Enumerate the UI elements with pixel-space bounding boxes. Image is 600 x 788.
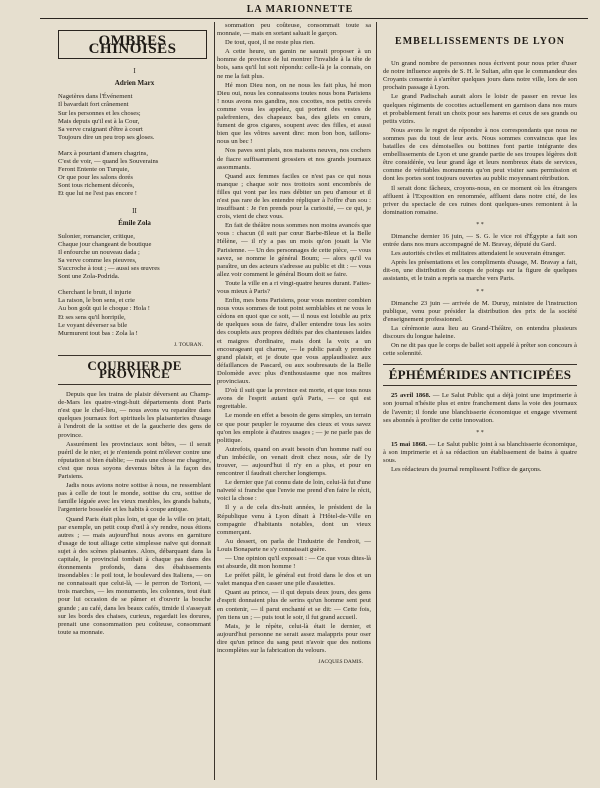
paragraph: Il y a de cela dix-huit années, le président de la République venu à Lyon dînait à l'Hôtel-de-Ville en compagnie d'habitants notables, dont un vieux commerçant.: [217, 504, 371, 536]
verse-line: C'est de voir, — quand les Souverains: [58, 158, 159, 166]
paragraph: sommation peu coûteuse, consommait toute sa monnaie, — mais en sortant saluait le garçon.: [217, 22, 371, 38]
verse-line: Et ses sens qu'il horripile,: [58, 313, 126, 321]
verse-line: La raison, le bon sens, et crie: [58, 297, 135, 305]
verse-line: Sont tous richement décorés,: [58, 182, 135, 190]
verse-line: Sur les personnes et les choses;: [58, 109, 141, 117]
verse-line: Murmurent tout bas : Zola la !: [58, 329, 138, 337]
paragraph: Quand Paris était plus loin, et que de la ville on jetait, par exemple, un petit coup d'œil à s'y rendre, nous étions autres ; — mais aujourd'hui nous avons en garniture d'usage de tout alliage cette simplesse naïve qui donnait sujet à des scènes plaisantes. Alors, débarquant dans la capitale, le provincial tombait à chaque pas dans des étonnements profonds, dans des ébahissements insondables : le poil tout, le boulevard des Italiens, — on ne connaissait que celui-là, — le perron de Tortoni, — trois marches, — les monuments, les colonnes, tout était pour lui occasion de se pâmer et d'ouvrir la bouche grande ; au café, dans les beaux cafés, timide il s'asseyait sur les bords des chaises, curieux, regardait les dorures, prenait une consommation peu coûteuse, consommant toute sa monnaie.: [58, 515, 211, 636]
entry-text: — Le Salut public joint à sa blanchisserie économique, à son imprimerie et à sa rédaction un établissement de bains à quatre sous.: [383, 440, 577, 465]
separator-stars: * *: [476, 429, 484, 436]
verse-line: Marx à pourtant d'amers chagrins,: [58, 149, 148, 157]
news-item: [383, 300, 577, 359]
paragraph: Enfin, mes bons Parisiens, pour vous montrer combien nous vous sommes de tout point semblables et ne vous le cédons en quoi que ce soit, — il nous est loisible au prix de quelques sous de faire, d'aller entendre tous les soirs des couplets aux propres dédités par des chanteuses laides et maigres d'ordinaire, mais dont la voix a un encourageant qui charme, — le public paraît y prendre grand plaisir, et je doute que vous applaudissiez aux défaillances de Pascard, ou aux soubresauts de la Belle Dolomède avec plus d'enthousiasme que nos maîtres provinciaux.: [217, 297, 371, 386]
paragraph: Dimanche dernier 16 juin, — S. G. le vice roi d'Égypte a fait son entrée dans nos murs accompagné de M. Bravay, député du Gard.: [383, 232, 577, 249]
paragraph: Le préfet pâlit, le général eut froid dans le dos et un valet manqua d'en casser une pile d'assiettes.: [217, 572, 371, 588]
ephemeris-entry: [383, 392, 577, 424]
paragraph: D'où il suit que la province est morte, et que tous nous avons de l'esprit autant qu'à Paris, — ce qui est regrettable.: [217, 387, 371, 411]
paragraph: Jadis nous avions notre sottise à nous, ne ressemblant pas à celle de tout le monde, sottise du cru, sottise de famille léguée avec les vieux meubles, les grands bahuts, l'argenterie bosselée et les habits à coupe antique.: [58, 482, 211, 514]
verse-line: Il bavardait fort crânement: [58, 101, 129, 109]
column-right: [383, 22, 577, 780]
separator-stars: * *: [476, 221, 484, 228]
verse-line: Au bon goût qui le choque : Hola !: [58, 305, 150, 313]
section-number: I: [133, 67, 136, 76]
poem-verse: [58, 93, 211, 198]
verse-line: Chaque jour changeant de boutique: [58, 240, 152, 248]
ephemeris-entry: [383, 441, 577, 465]
paragraph: Le grand Padischah aurait alors le loisir de passer en revue les quelques régiments de cocottes actuellement en garnison dans nos murs et probablement ferait un choix pour ses harems et ceux de ses grands ou petits vizirs.: [383, 93, 577, 125]
paragraph: Quand aux femmes faciles ce n'est pas ce qui nous manque ; chaque soir nos trottoirs sont encombrés de filles qui vont par les rues débiter un peu d'amour et il n'est pas rare de les entendre répliquer à l'offre d'un sou : insuffisant : Je t'en prends pour la curiosité, — ce qui, je crois, vient de chez vous.: [217, 172, 371, 221]
ombres-title: OMBRES CHINOISES: [58, 30, 207, 59]
verse-line: Nageières dans l'Événement: [58, 93, 133, 101]
courrier-body: [58, 391, 211, 637]
paragraph: Après les présentations et les compliments d'usage, M. Bravay a fait, dit-on, une distribution de coups de poings sur la figure de quelques assistants, et le train a repris sa marche vers Paris.: [383, 259, 577, 283]
verse-line: Sa verve comme les pieuvres,: [58, 256, 137, 264]
paragraph: En fait de théâtre nous sommes non moins avancés que vous : chacun (il suit par cœur Barbe-Bleue et la Belle Hélène, — il n'y a pas un mois qu'on jouait la Vie Parisienne. — Un des personnages de cette pièce, — vous savez, se nomme le général Boum; — alors qu'il va paraître, un des acteurs s'adresse au public et dit : — vous allez voir comment le général Boum doit se faire.: [217, 222, 371, 278]
paragraph: La cérémonie aura lieu au Grand-Théâtre, on entendra plusieurs discours du longue haleine.: [383, 324, 577, 340]
column-rule: [214, 22, 215, 780]
paragraph: Le monde en effet a besoin de gens simples, un terrain ce que pour peupler le royaume des cieux et vous savez qu'on les emploie à d'autres usages ; — je ne parle pas de politique.: [217, 412, 371, 444]
paragraph: Hé mon Dieu non, on ne nous les fait plus, hé mon Dieu oui, nous les connaissons toutes nous bons Parisiens ! nous avons nos gandins, nos cocottes, nos petits crevés comme vous les appelez, qui portent des vestes de palefreniers, des chapeaux bas, des gilets en cœurs, fument de gros cigares, soupent avec des filles, et aussi bien que les vôtres savent dire: mon bon bon, taillons-nous un bec !: [217, 81, 371, 146]
paragraph: Assurément les provinciaux sont bêtes, — il serait puéril de le nier, et je n'entends point m'élever contre une réputation si bien établie; — mais une chose me chagrine, c'est que nous soyons devenus bêtes à la façon des Parisiens.: [58, 440, 211, 481]
column-middle: [217, 22, 371, 780]
paragraph: On ne dit pas que le corps de ballet soit appelé à prêter son concours à cette solennité.: [383, 342, 577, 358]
entry-date: 15 mai 1868.: [391, 440, 427, 448]
top-rule: [40, 18, 588, 19]
paragraph: — Une opinion qu'il exposait : — Ce que vous dites-là est absurde, dit mon homme !: [217, 555, 371, 571]
paragraph: Autrefois, quand on avait besoin d'un homme naïf ou d'un imbécile, on venait droit chez nous, sûr de l'y trouver, — aujourd'hui il n'y en a plus, et pour en rencontrer il faudrait chercher longtemps.: [217, 445, 371, 478]
paragraph: Mais, je le répète, celui-là était le dernier, et aujourd'hui personne ne serait assez malappris pour oser dire qu'un prince du sang peut n'avoir que des notions incomplètes sur la fabrication du velours.: [217, 622, 371, 655]
verse-line: Sulonier, romancier, critique,: [58, 232, 135, 240]
divider: [383, 385, 577, 386]
paragraph: Quant au prince, — il qui depuis deux jours, des gens d'esprit donnaient plus de serins qu'un homme sent peut en contenir, — il parut enchanté et se dit: — Cette fois, j'en tiens un ; — puis tout le soir, il fut grand accueil.: [217, 589, 371, 621]
verse-line: Or que pour les salons dorés: [58, 174, 133, 182]
divider: [383, 364, 577, 365]
verse-line: Feront Entente on Turquie,: [58, 166, 130, 174]
paragraph: Dimanche 23 juin — arrivée de M. Duruy, ministre de l'instruction publique, venu pour présider la distribution des prix de la société d'enseignement professionnel.: [383, 299, 577, 323]
divider: [58, 384, 211, 385]
courrier-title: COURRIER DE PROVINCE: [87, 357, 182, 381]
verse-line: [58, 281, 211, 289]
verse-line: Le voyant déverser sa bile: [58, 321, 128, 329]
verse-line: Sa verve craignant d'être à court: [58, 125, 143, 133]
ephemeris-entry: Les rédacteurs du journal remplissent l'office de garçons.: [391, 466, 542, 474]
paragraph: A cette heure, un gamin ne saurait proposer à un homme de province de lui montrer l'invalide à la tête de bois, sans qu'il lui soit répondu: celle-là je la connais, on ne me la fait plus.: [217, 48, 371, 80]
entry-date: 25 avril 1868.: [391, 392, 431, 400]
poem-subject: Émile Zola: [118, 218, 151, 227]
news-item: [383, 233, 577, 284]
verse-line: Mais depuis qu'il est à la Cour,: [58, 117, 140, 125]
masthead: LA MARIONNETTE: [246, 4, 354, 15]
signature: J. TOURAN.: [174, 341, 203, 348]
verse-line: Cherchant le bruit, il injurie: [58, 289, 132, 297]
poem-subject: Adrien Marx: [114, 79, 155, 88]
separator-stars: * *: [476, 288, 484, 295]
entry-text: — Le Salut Public qui a déjà joint une imprimerie à son journal n'hésite plus et entre franchement dans la voie des journaux de l'avenir; il fonde une blanchisserie économique et engage vivement ses abonnés à profiter de cette innovation.: [383, 392, 577, 424]
paragraph: Nous avons le regret de répondre à nos correspondants que nous ne sommes pas du tout de leur avis. Nous sommes convaincus que les batailles de ces démoiselles ou bottines font partie intégrante des embellissements de Lyon et une grande partie de ses troupes légères doit être considérée, vu leur grand âge et leurs nombreux états de services, comme de véritables monuments qu'on peut visiter sans permission et dont les portes sont toujours ouvertes au public moyennant rétribution.: [383, 126, 577, 183]
section-number: II: [132, 206, 137, 215]
verse-line: Il enfourche un nouveau dada ;: [58, 248, 140, 256]
article-body: [383, 60, 577, 217]
paragraph: De tout, quoi, il ne reste plus rien.: [225, 39, 315, 47]
verse-line: [58, 142, 211, 150]
column-left: [58, 22, 211, 780]
ephemerides-title: ÉPHÉMÉRIDES ANTICIPÉES: [388, 367, 572, 383]
verse-line: Toujours dire un peu trop ses gloses.: [58, 133, 155, 141]
paragraph: Un grand nombre de personnes nous écrivent pour nous prier d'user de notre influence auprès de S. H. le Sultan, afin que le commandeur des Croyants consente à s'arrêter quelques jours dans notre ville, lors de son prochain passage à Lyon.: [383, 60, 577, 92]
verse-line: S'accroche à tout ; — aussi ses œuvres: [58, 265, 160, 273]
embellissements-title: EMBELLISSEMENTS DE LYON: [395, 36, 565, 47]
divider: [58, 355, 211, 356]
paragraph: Depuis que les trains de plaisir déversent au Champ-de-Mars les quatre-vingt-huit départements dont Paris n'est que le chef-lieu, — nous avons vu reparaître dans quelques journaux fort spirituels les plaisanteries d'usage à l'endroit de la sottise et de la gaucherie des gens de province.: [58, 391, 211, 439]
paragraph: Au dessert, on parla de l'industrie de l'endroit, — Louis Bonaparte ne s'y connaissait guère.: [217, 537, 371, 553]
column-rule: [376, 22, 377, 780]
paragraph: Toute la ville en a ri vingt-quatre heures durant. Faites-vous mieux à Paris?: [217, 279, 371, 295]
paragraph: Le dernier que j'ai connu date de loin, celui-là fut d'une naïveté si franche que l'envie me prend d'en faire le récit, voici la chose :: [217, 479, 371, 503]
verse-line: Sont une Zola-Podrida.: [58, 273, 120, 281]
poem-verse: [58, 233, 211, 338]
signature: JACQUES DAMIS.: [318, 659, 363, 666]
paragraph: Il serait donc fâcheux, croyons-nous, en ce moment où les étrangers affluent à l'Exposition en renommée, affluent dans notre cité, de les priver du spectacle de ces ruines dont quelques-unes remontent à la domination romaine.: [383, 184, 577, 216]
paragraph: Nos paves sont plats, nos maisons neuves, nos cochers de fiacre suffisamment grossiers et nos grands journaux assommants.: [217, 147, 371, 171]
verse-line: Et que lui ne l'est pas encore !: [58, 190, 138, 198]
paragraph: Les autorités civiles et militaires attendaient le souverain étranger.: [391, 250, 566, 258]
article-body: [217, 22, 371, 655]
